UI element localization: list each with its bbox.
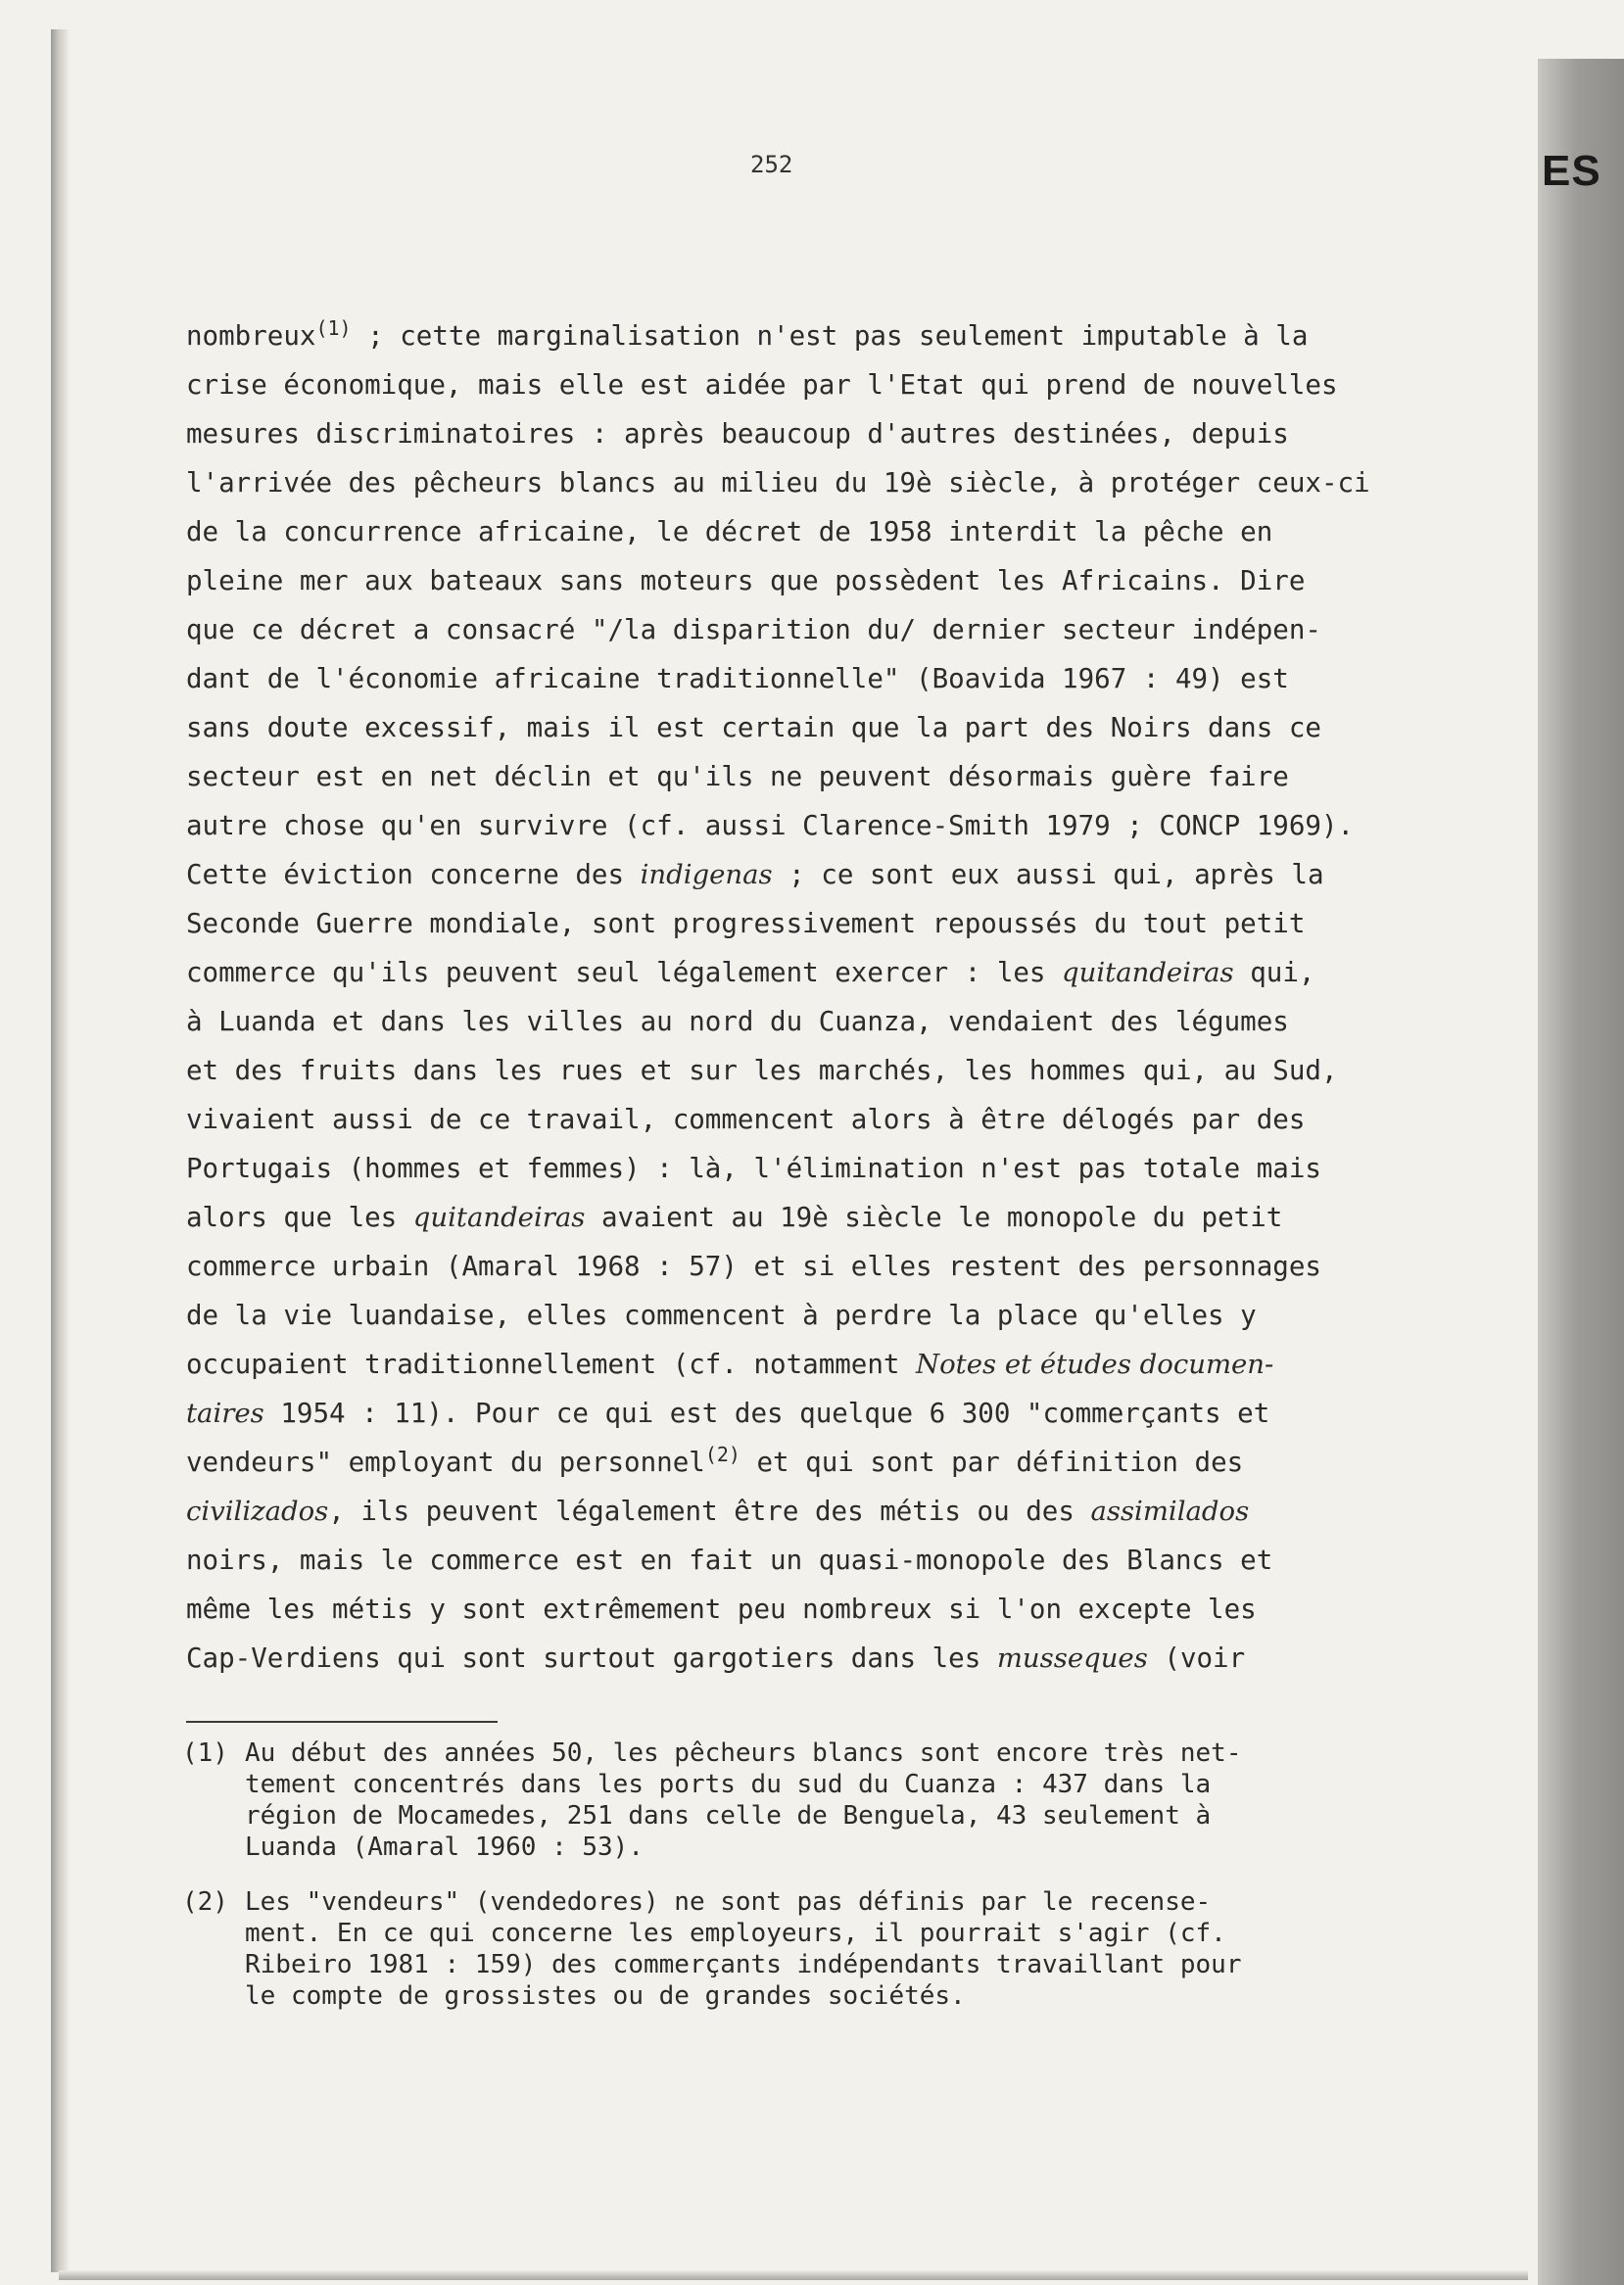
text-segment: sans doute excessif, mais il est certain que la part des Noirs dans ce bbox=[186, 712, 1321, 743]
page-left-edge bbox=[51, 29, 69, 2272]
italic-term: assimilados bbox=[1090, 1496, 1250, 1527]
text-segment: 1954 : 11). Pour ce qui est des quelque 6 300 "commerçants et bbox=[263, 1398, 1270, 1429]
text-line bbox=[186, 948, 1391, 997]
text-segment: autre chose qu'en survivre (cf. aussi Clarence-Smith 1979 ; CONCP 1969). bbox=[186, 810, 1355, 841]
text-line bbox=[186, 1046, 1391, 1095]
text-segment: ; cette marginalisation n'est pas seulement imputable à la bbox=[351, 320, 1309, 352]
text-segment: même les métis y sont extrêmement peu nombreux si l'on excepte les bbox=[186, 1594, 1257, 1625]
text-segment: (voir bbox=[1147, 1642, 1246, 1674]
footnotes bbox=[182, 1738, 1397, 2035]
footnote-text: Au début des années 50, les pêcheurs blancs sont encore très net- tement concentrés dans les ports du sud du Cuanza : 437 dans la région de Mocamedes, 251 dans celle de Benguela, 43 seulement à Luanda (Amaral 1960 : 53). bbox=[245, 1738, 1242, 1862]
text-segment: mesures discriminatoires : après beaucoup d'autres destinées, depuis bbox=[186, 418, 1289, 450]
text-segment: Seconde Guerre mondiale, sont progressivement repoussés du tout petit bbox=[186, 908, 1306, 939]
footnote-ref: (1) bbox=[315, 316, 352, 340]
text-line bbox=[186, 997, 1391, 1046]
text-segment: que ce décret a consacré "/la disparition du/ dernier secteur indépen- bbox=[186, 614, 1321, 645]
text-line bbox=[186, 1193, 1391, 1242]
text-segment: de la vie luandaise, elles commencent à perdre la place qu'elles y bbox=[186, 1300, 1257, 1331]
text-line bbox=[186, 1291, 1391, 1340]
text-segment: commerce qu'ils peuvent seul légalement exercer : les bbox=[186, 957, 1063, 988]
text-line bbox=[186, 1389, 1391, 1438]
text-segment: secteur est en net déclin et qu'ils ne peuvent désormais guère faire bbox=[186, 761, 1289, 792]
text-segment: vendeurs" employant du personnel bbox=[186, 1447, 705, 1478]
text-line bbox=[186, 605, 1391, 654]
footnote bbox=[182, 1886, 1397, 2012]
text-line bbox=[186, 1634, 1391, 1683]
text-segment: avaient au 19è siècle le monopole du petit bbox=[585, 1202, 1283, 1233]
italic-term: musseques bbox=[996, 1642, 1148, 1674]
text-line bbox=[186, 1438, 1391, 1487]
text-segment: commerce urbain (Amaral 1968 : 57) et si elles restent des personnages bbox=[186, 1251, 1321, 1282]
text-segment: vivaient aussi de ce travail, commencent alors à être délogés par des bbox=[186, 1104, 1306, 1135]
text-line bbox=[186, 1487, 1391, 1536]
text-segment: ; ce sont eux aussi qui, après la bbox=[772, 859, 1324, 890]
text-segment: alors que les bbox=[186, 1202, 413, 1233]
text-segment: , ils peuvent légalement être des métis ou des bbox=[328, 1496, 1091, 1527]
text-line bbox=[186, 360, 1391, 409]
footnote-number: (2) bbox=[182, 1887, 228, 1917]
text-segment: occupaient traditionnellement (cf. notamment bbox=[186, 1349, 917, 1380]
footnote bbox=[182, 1738, 1397, 1863]
text-line bbox=[186, 458, 1391, 507]
body-text bbox=[186, 311, 1391, 1683]
text-segment: et qui sont par définition des bbox=[740, 1447, 1244, 1478]
text-line bbox=[186, 703, 1391, 752]
text-line bbox=[186, 507, 1391, 556]
italic-term: taires bbox=[186, 1398, 264, 1429]
text-segment: à Luanda et dans les villes au nord du Cuanza, vendaient des légumes bbox=[186, 1006, 1289, 1037]
text-segment: noirs, mais le commerce est en fait un quasi-monopole des Blancs et bbox=[186, 1545, 1273, 1576]
text-line bbox=[186, 409, 1391, 458]
text-line bbox=[186, 311, 1391, 360]
text-segment: Portugais (hommes et femmes) : là, l'élimination n'est pas totale mais bbox=[186, 1153, 1321, 1184]
text-segment: Cette éviction concerne des bbox=[186, 859, 641, 890]
text-segment: et des fruits dans les rues et sur les marchés, les hommes qui, au Sud, bbox=[186, 1055, 1338, 1086]
text-line bbox=[186, 1242, 1391, 1291]
footnote-rule bbox=[186, 1721, 498, 1723]
text-line bbox=[186, 556, 1391, 605]
footnote-number: (1) bbox=[182, 1738, 228, 1768]
text-line bbox=[186, 752, 1391, 801]
italic-term: quitandeiras bbox=[412, 1202, 586, 1233]
text-line bbox=[186, 1095, 1391, 1144]
text-line bbox=[186, 899, 1391, 948]
italic-term: indigenas bbox=[640, 859, 773, 890]
text-segment: nombreux bbox=[186, 320, 316, 352]
footnote-ref: (2) bbox=[704, 1443, 740, 1466]
italic-term: Notes et études documen- bbox=[916, 1349, 1274, 1380]
text-segment: qui, bbox=[1233, 957, 1315, 988]
adjacent-page-strip bbox=[1538, 59, 1624, 2285]
footnote-text: Les "vendeurs" (vendedores) ne sont pas définis par le recense- ment. En ce qui concerne les employeurs, il pourrait s'agir (cf. Ribeiro 1981 : 159) des commerçants indépendants travaillant pour le compte de grossistes ou de grandes sociétés. bbox=[245, 1887, 1242, 2011]
edge-tab-label: ES bbox=[1542, 147, 1601, 195]
text-segment: crise économique, mais elle est aidée par l'Etat qui prend de nouvelles bbox=[186, 369, 1338, 401]
text-line bbox=[186, 1340, 1391, 1389]
text-line bbox=[186, 801, 1391, 850]
page-number: 252 bbox=[750, 151, 793, 178]
text-segment: dant de l'économie africaine traditionnelle" (Boavida 1967 : 49) est bbox=[186, 663, 1289, 694]
italic-term: quitandeiras bbox=[1062, 957, 1234, 988]
text-line bbox=[186, 654, 1391, 703]
text-line bbox=[186, 1536, 1391, 1585]
text-line bbox=[186, 1144, 1391, 1193]
text-segment: pleine mer aux bateaux sans moteurs que possèdent les Africains. Dire bbox=[186, 565, 1306, 596]
page-bottom-edge bbox=[59, 2270, 1528, 2280]
text-segment: Cap-Verdiens qui sont surtout gargotiers dans les bbox=[186, 1642, 997, 1674]
italic-term: civilizados bbox=[186, 1496, 329, 1527]
text-line bbox=[186, 1585, 1391, 1634]
text-segment: l'arrivée des pêcheurs blancs au milieu du 19è siècle, à protéger ceux-ci bbox=[186, 467, 1370, 499]
text-line bbox=[186, 850, 1391, 899]
text-segment: de la concurrence africaine, le décret de 1958 interdit la pêche en bbox=[186, 516, 1273, 547]
